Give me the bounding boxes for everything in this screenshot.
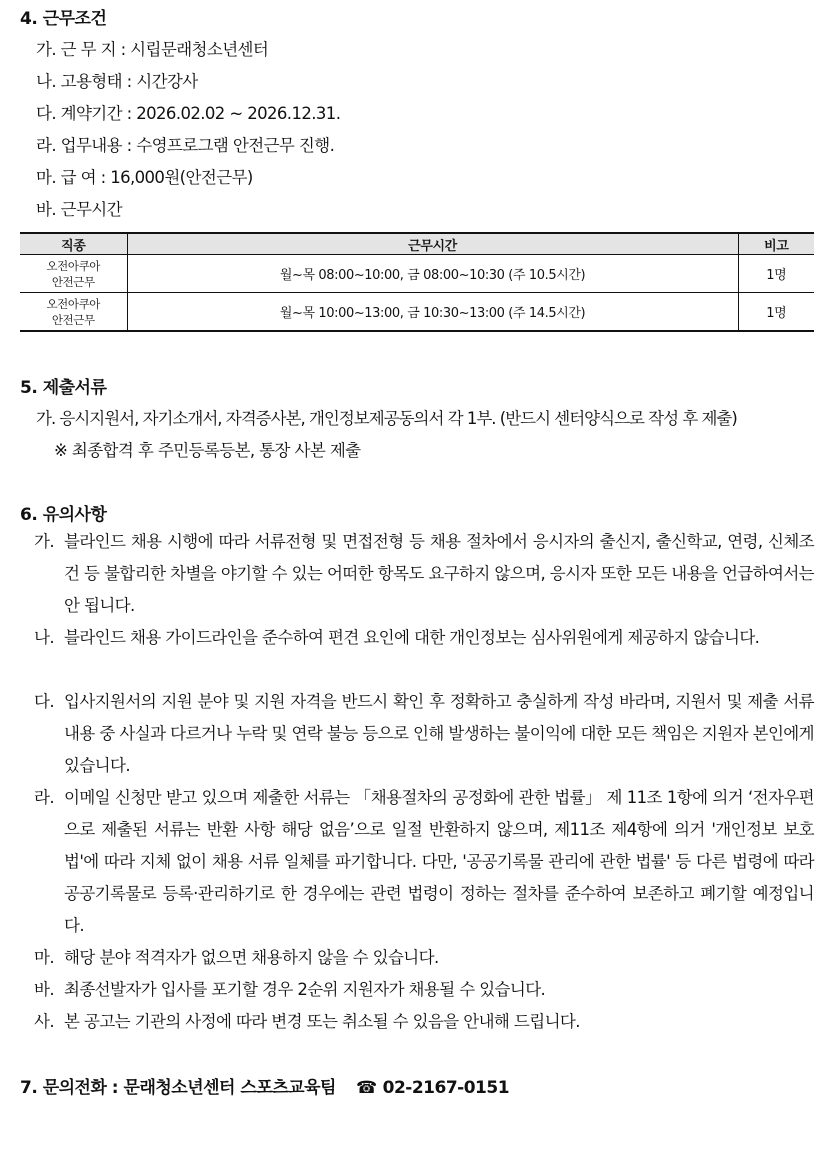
item-marker: 마.	[34, 948, 54, 967]
item-marker: 다.	[34, 692, 54, 711]
section7-heading: 7. 문의전화 : 문래청소년센터 스포츠교육팀	[20, 1078, 336, 1098]
section6-heading: 6. 유의사항	[20, 505, 107, 525]
section5-heading: 5. 제출서류	[20, 378, 107, 398]
notice-item-ma	[34, 942, 814, 974]
item-text: 해당 분야 적격자가 없으면 채용하지 않을 수 있습니다.	[64, 948, 439, 967]
contact-line	[20, 1073, 509, 1098]
item-marker: 나.	[34, 628, 54, 647]
item-text: 블라인드 채용 시행에 따라 서류전형 및 면접전형 등 채용 절차에서 응시자의 출신지, 출신학교, 연령, 신체조건 등 불합리한 차별을 야기할 수 있는 어떠한 항목도 요구하지 않으며, 응시자 또한 모든 내용을 언급하여서는 안 됩니다.	[64, 532, 814, 615]
contract-period-line: 다. 계약기간 : 2026.02.02 ~ 2026.12.31.	[36, 104, 341, 123]
job-line2: 안전근무	[51, 312, 95, 327]
hours-cell: 월~목 08:00~10:00, 금 08:00~10:30 (주 10.5시간)	[127, 255, 738, 293]
job-cell	[20, 293, 127, 332]
item-marker: 가.	[34, 532, 54, 551]
item-marker: 라.	[34, 788, 54, 807]
header-hours: 근무시간	[127, 233, 738, 255]
job-cell	[20, 255, 127, 293]
notice-item-sa	[34, 1006, 814, 1038]
note-cell: 1명	[738, 293, 814, 332]
job-line2: 안전근무	[51, 274, 95, 289]
item-text: 최종선발자가 입사를 포기할 경우 2순위 지원자가 채용될 수 있습니다.	[64, 980, 546, 999]
section4-heading: 4. 근무조건	[20, 9, 107, 29]
table-row	[20, 293, 814, 332]
note-cell: 1명	[738, 255, 814, 293]
work-hours-line: 바. 근무시간	[36, 200, 122, 219]
header-note: 비고	[738, 233, 814, 255]
table-row	[20, 255, 814, 293]
employment-type-line: 나. 고용형태 : 시간강사	[36, 72, 198, 91]
salary-line: 마. 급 여 : 16,000원(안전근무)	[36, 168, 253, 187]
notice-item-ba	[34, 974, 814, 1006]
hours-cell: 월~목 10:00~13:00, 금 10:30~13:00 (주 14.5시간)	[127, 293, 738, 332]
table-header-row	[20, 233, 814, 255]
phone-icon: ☎	[355, 1078, 377, 1098]
phone-number: 02-2167-0151	[382, 1078, 510, 1098]
workplace-line: 가. 근 무 지 : 시립문래청소년센터	[36, 40, 269, 59]
header-job: 직종	[20, 233, 127, 255]
item-text: 이메일 신청만 받고 있으며 제출한 서류는 「채용절차의 공정화에 관한 법률」 제 11조 1항에 의거 ‘전자우편으로 제출된 서류는 반환 사항 해당 없음’으로 일절 반환하지 않으며, 제11조 제4항에 의거 '개인정보 보호법'에 따라 지체 없이 채용 서류 일체를 파기합니다. 다만, '공공기록물 관리에 관한 법률' 등 다른 법령에 따라 공공기록물로 등록·관리하기로 한 경우에는 관련 법령이 정하는 절차를 준수하여 보존하고 폐기할 예정입니다.	[64, 788, 814, 935]
notice-item-ga	[34, 526, 814, 622]
item-marker: 바.	[34, 980, 54, 999]
duty-line: 라. 업무내용 : 수영프로그램 안전근무 진행.	[36, 136, 335, 155]
item-marker: 사.	[34, 1012, 54, 1031]
job-line1: 오전아쿠아	[46, 296, 101, 311]
job-line1: 오전아쿠아	[46, 258, 101, 273]
item-text: 블라인드 채용 가이드라인을 준수하여 편견 요인에 대한 개인정보는 심사위원에게 제공하지 않습니다.	[64, 628, 760, 647]
submission-docs-line: 가. 응시지원서, 자기소개서, 자격증사본, 개인정보제공동의서 각 1부. (반드시 센터양식으로 작성 후 제출)	[36, 409, 737, 428]
final-docs-note: ※ 최종합격 후 주민등록등본, 통장 사본 제출	[54, 441, 361, 460]
notice-item-da	[34, 686, 814, 782]
item-text: 입사지원서의 지원 분야 및 지원 자격을 반드시 확인 후 정확하고 충실하게 작성 바라며, 지원서 및 제출 서류 내용 중 사실과 다르거나 누락 및 연락 불능 등으로 인해 발생하는 불이익에 대한 모든 책임은 지원자 본인에게 있습니다.	[64, 692, 814, 775]
work-hours-table	[20, 232, 814, 332]
notice-item-ra	[34, 782, 814, 942]
item-text: 본 공고는 기관의 사정에 따라 변경 또는 취소될 수 있음을 안내해 드립니다.	[64, 1012, 580, 1031]
notice-item-na	[34, 622, 814, 654]
